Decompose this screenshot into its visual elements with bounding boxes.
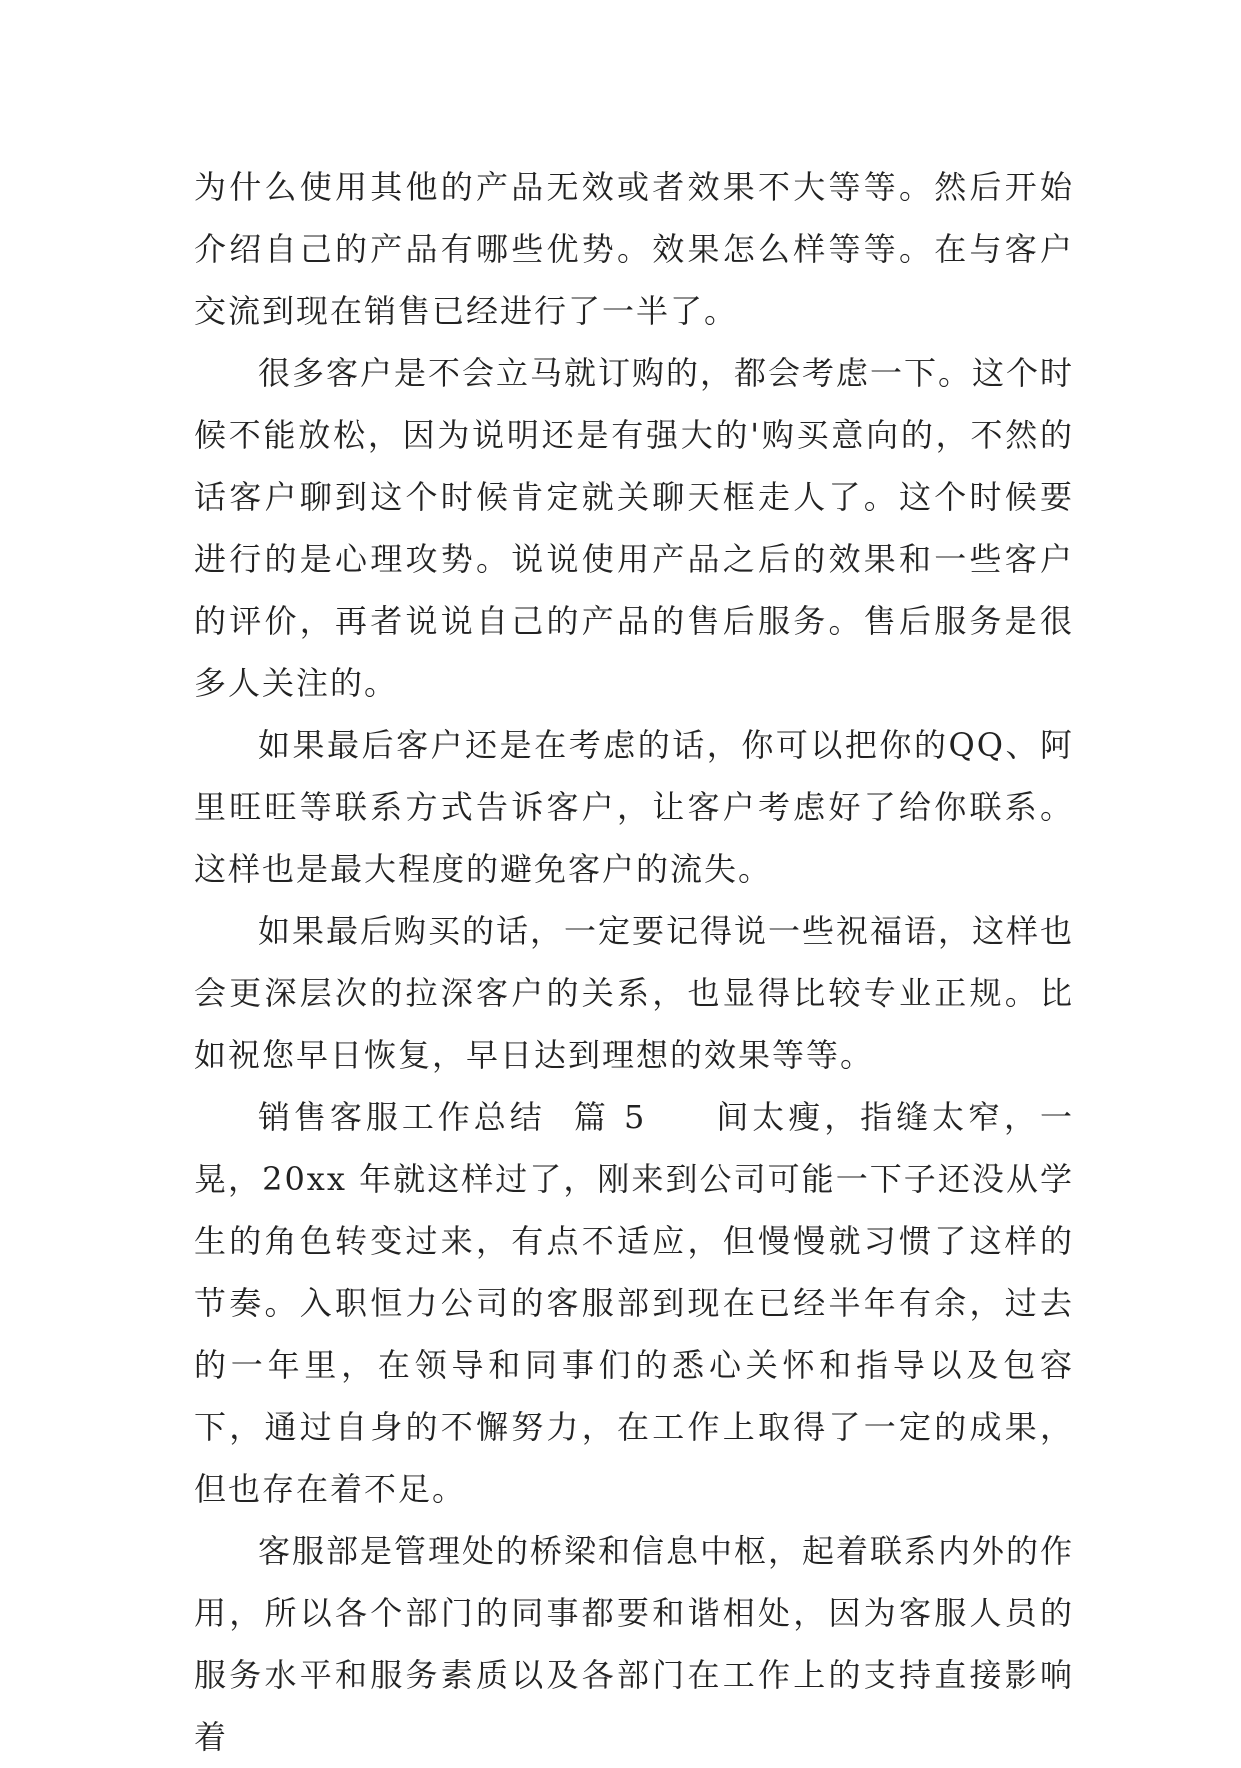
section-paragraph xyxy=(194,1086,1074,1520)
document-body xyxy=(194,156,1074,1768)
paragraph-purchase-intent: 很多客户是不会立马就订购的，都会考虑一下。这个时候不能放松，因为说明还是有强大的'购买意向的，不然的话客户聊到这个时候肯定就关聊天框走人了。这个时候要进行的是心理攻势。说说使用产品之后的效果和一些客户的评价，再者说说自己的产品的售后服务。售后服务是很多人关注的。 xyxy=(194,354,1075,702)
section-gap xyxy=(646,1098,714,1136)
paragraph-contact-info: 如果最后客户还是在考虑的话，你可以把你的QQ、阿里旺旺等联系方式告诉客户，让客户考虑好了给你联系。这样也是最大程度的避免客户的流失。 xyxy=(194,726,1074,888)
paragraph-customer-service-dept: 客服部是管理处的桥梁和信息中枢，起着联系内外的作用，所以各个部门的同事都要和谐相处，因为客服人员的服务水平和服务素质以及各部门在工作上的支持直接影响着 xyxy=(194,1532,1075,1756)
section-heading: 销售客服工作总结 篇 5 xyxy=(258,1098,647,1136)
paragraph-blessing: 如果最后购买的话，一定要记得说一些祝福语，这样也会更深层次的拉深客户的关系，也显得比较专业正规。比如祝您早日恢复，早日达到理想的效果等等。 xyxy=(194,912,1075,1074)
paragraph-continued: 为什么使用其他的产品无效或者效果不大等等。然后开始介绍自己的产品有哪些优势。效果怎么样等等。在与客户交流到现在销售已经进行了一半了。 xyxy=(194,168,1074,330)
section-body: 间太瘦，指缝太窄，一晃，20xx 年就这样过了，刚来到公司可能一下子还没从学生的角色转变过来，有点不适应，但慢慢就习惯了这样的节奏。入职恒力公司的客服部到现在已经半年有余，过去的一年里，在领导和同事们的悉心关怀和指导以及包容下，通过自身的不懈努力，在工作上取得了一定的成果，但也存在着不足。 xyxy=(194,1098,1074,1508)
